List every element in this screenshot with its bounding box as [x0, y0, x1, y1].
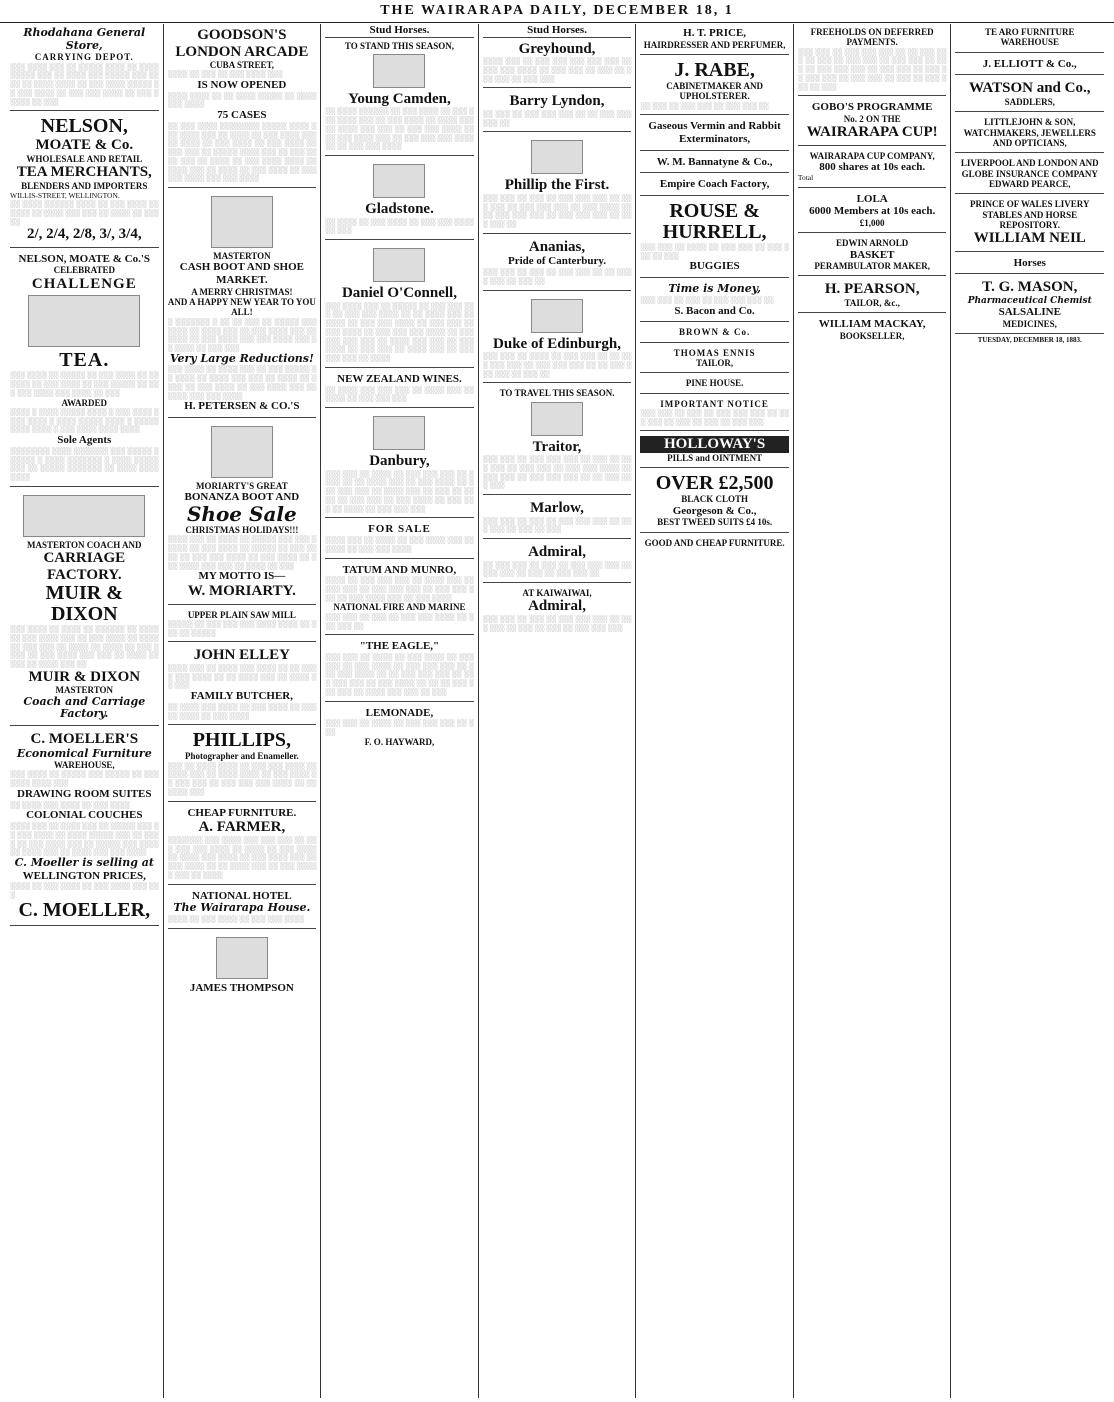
ad-butcher: FAMILY BUTCHER,: [190, 690, 293, 703]
portrait-illustration: [216, 937, 268, 979]
ad-title: H. PEARSON,: [824, 281, 920, 298]
horse-name: Duke of Edinburgh,: [493, 335, 621, 352]
ad-subtitle: NATIONAL FIRE AND MARINE: [333, 602, 466, 613]
ad-title: Gaseous Vermin and Rabbit Exterminators,: [648, 120, 781, 146]
ad-body: ░░░░ ░░ ░░░ ░░░ ░░░ ░░ ░░░░ ░░░ ░░ ░░░ ░░░ ░░ ░░░ ░░░ ░░░ ░░ ░░░ ░░░ ░░░ ░░ ░░░ ░░░░ ░░░ ░░ ░░░ ░░░░: [325, 576, 474, 602]
ad-empire-coach: [640, 175, 789, 196]
ad-body: ░░ ░░░░ ░░░░░░ ░░ ░░░ ░░░░ ░░ ░░░ ░░░ ░░░░ ░░░ ░░ ░░░ ░░░░ ░░ ░░░░ ░░░ ░░ ░░░░ ░░░ ░░░ ░░ ░░░ ░░░ ░░░░ ░░ ░░ ░░░ ░░░░ ░░░ ░░ ░░░ ░░░ ░░░ ░░░░ ░░ ░░ ░░░ ░░░ ░░░░: [325, 107, 474, 151]
tea-price-illustration: [28, 295, 140, 347]
ad-title: THOMAS ENNIS: [673, 347, 756, 358]
ad-body: ░░░░ ░░░ ░░ ░░░░ ░░ ░░░ ░░░░ ░░░ ░░ ░░░░ ░░ ░░░ ░░░ ░░░░: [325, 536, 474, 553]
ad-prices: WELLINGTON PRICES,: [22, 869, 146, 882]
ad-cup-company: [798, 148, 947, 188]
horse-name: Traitor,: [532, 438, 582, 455]
ad-line: Coach and Carriage Factory.: [23, 694, 146, 721]
ad-body: ░░ ░░░ ░░ ░░░ ░░░ ░░ ░░░ ░░░ ░░: [640, 101, 769, 110]
ad-line-2: COLONIAL COUCHES: [26, 809, 143, 822]
ad-body: ░░░ ░░░ ░░ ░░░░ ░░ ░░░ ░░░ ░░░ ░░ ░░░: [325, 719, 474, 737]
ad-title: TE ARO FURNITURE WAREHOUSE: [985, 27, 1075, 48]
ad-holloways: [640, 433, 789, 468]
ad-sale: Shoe Sale: [186, 502, 297, 527]
ad-name: LITTLEJOHN & SON,: [984, 117, 1076, 128]
ad-title: ROUSE & HURRELL,: [662, 199, 767, 243]
ad-ananias: [483, 236, 632, 291]
section-header: Stud Horses.: [325, 24, 474, 38]
ad-address: WILLIS-STREET, WELLINGTON.: [10, 191, 120, 201]
ad-admiral-1: [483, 541, 632, 583]
awarded-label: AWARDED: [61, 397, 108, 408]
ad-body: ░░░ ░░░░ ░░░ ░░ ░░░░░ ░░░░ ░░ ░░░░ ░░░░░ ░░░ ░░ ░░░░ ░░░ ░░░░░ ░░░ ░░░░ ░░ ░░░░ ░░░░ ░░ ░░░ ░░░░ ░░░░░ ░░ ░░░ ░░░░ ░░ ░░░ ░░░ ░░░░ ░░ ░░░ ░░░░░ ░░ ░░░: [10, 62, 159, 106]
column-3: [321, 24, 479, 1398]
ad-title: GOBO'S PROGRAMME: [811, 101, 933, 114]
ad-cheap-furniture: [168, 804, 317, 885]
ad-body: ░░░ ░░░ ░░ ░░░░ ░░ ░░░ ░░░ ░░ ░░░ ░░░ ░░ ░░░: [640, 242, 789, 260]
ad-head: MASTERTON: [213, 251, 271, 262]
ad-heading: TEA MERCHANTS,: [16, 164, 152, 181]
ad-title: JAMES THOMPSON: [189, 981, 294, 994]
ad-body: ░░ ░░░░ ░░ ░░░ ░░░░ ░░ ░░░ ░░░ ░░░░ ░░ ░░░: [325, 217, 474, 235]
ad-body: ░░░░ ░░ ░░░ ░░ ░░░ ░░░░ ░░░: [167, 70, 283, 79]
ad-body: ░░░░ ░░ ░░░ ░░░░ ░░ ░░░ ░░░░ ░░░ ░░░: [10, 882, 159, 900]
ad-title: NELSON, MOATE & Co.'S: [18, 252, 151, 265]
ad-title: Horses: [1013, 256, 1046, 269]
ad-marlow: [483, 497, 632, 539]
ad-the-eagle: [325, 637, 474, 701]
ad-horses: [955, 254, 1104, 275]
ad-title: EDWIN ARNOLD: [836, 238, 909, 249]
ad-body: ░░░░ ░░░ ░░ ░░░░ ░░ ░░░░░ ░░░ ░░░ ░░░░░ ░░ ░░░ ░░░░ ░░ ░░░░░ ░░ ░░░ ░░░░ ░░ ░░░ ░░░ ░░░░ ░░ ░░░ ░░░░ ░░ ░░░ ░░░░ ░░░ ░░░ ░░ ░░░░ ░░ ░░░: [167, 535, 317, 570]
ad-title: PRINCE OF WALES LIVERY STABLES AND HORSE REPOSITORY.: [970, 199, 1090, 230]
column-6: [794, 24, 952, 1398]
ad-national-hotel: [168, 887, 317, 929]
horse-illustration: [531, 402, 583, 436]
ad-body: ░░░ ░░░░ ░░░ ░░ ░░░░░ ░░ ░░░ ░░░ ░░░ ░░ ░░░ ░░░ ░░░░ ░░ ░░ ░░░░ ░░░ ░░ ░░░░ ░░ ░░░ ░░░ ░░░░ ░░ ░░░ ░░░ ░░ ░░░ ░░░░ ░░ ░░░ ░░░ ░░░ ░░░░ ░░ ░░░ ░░░ ░░░ ░░░ ░░ ░░░░ ░░░ ░░░ ░░ ░░░ ░░░░ ░░ ░░░ ░░░ ░░ ░░░░ ░░░ ░░ ░░░ ░░░ ░░░ ░░ ░░░░: [325, 301, 474, 363]
ad-te-aro: [955, 24, 1104, 53]
horse-illustration: [373, 416, 425, 450]
ad-market: MARKET.: [216, 274, 268, 287]
ad-body: ░░░ ░░░░ ░░ ░░░░ ░░░ ░░ ░░░ ░░░░░ ░░ ░░░░ ░░ ░░░░ ░░░ ░░░ ░░ ░░░░ ░░ ░░░░ ░░ ░░░ ░░░░ ░░ ░░░ ░░░░ ░░░ ░░ ░░░░ ░░░ ░░░ ░░░░: [167, 365, 317, 400]
ad-cash-boot: [168, 190, 317, 418]
ad-subtitle: BOOKSELLER,: [839, 330, 905, 341]
ad-title: PINE HOUSE.: [685, 378, 744, 389]
ad-rouse-hurrell: [640, 198, 789, 278]
ad-title: Rhodahana General Store,: [23, 26, 146, 52]
ad-body: ░░ ░░░ ░░░░ ░░░░░░░░ ░░░░░ ░░░░ ░░░ ░░░░ ░░░ ░░ ░░░░ ░░ ░░░ ░░░░ ░░░ ░░ ░░░░ ░░ ░░░ ░░░░ ░░ ░░░ ░░░░ ░░ ░░░ ░░░ ░░ ░░░░░ ░░░░ ░░░ ░░ ░░░ ░░░░ ░░░ ░░ ░░░░ ░░ ░░░ ░░░░ ░░░░ ░░ ░░░░ ░░░ ░░ ░░░░ ░░ ░░░ ░░░░ ░░ ░░░ ░░░ ░░░░ ░░░ ░░░ ░░░░: [167, 121, 317, 183]
horse-name: Marlow,: [530, 500, 584, 517]
ad-title: PHILLIPS,: [192, 729, 292, 752]
ad-title: Time is Money,: [668, 282, 761, 296]
ad-totals: £1,000: [859, 217, 885, 228]
ad-body: ░░░ ░░░░ ░░ ░░░░░ ░░░ ░░░░░ ░░ ░░░ ░░░░ ░░░░ ░░░: [10, 770, 159, 788]
ad-stock: MEDICINES,: [1002, 318, 1057, 329]
ad-body: ░░ ░░░░ ░░░ ░░░░ ░░ ░░░ ░░░░ ░░ ░░░ ░░ ░░░░ ░░ ░░░ ░░░░: [167, 702, 317, 720]
ad-firm: H. PETERSEN & CO.'S: [184, 400, 300, 413]
ad-liverpool: [955, 155, 1104, 194]
ad-title: Empire Coach Factory,: [659, 178, 770, 191]
ad-title: MASTERTON COACH AND: [27, 539, 142, 550]
ad-body: ░░░ ░░ ░░░░ ░░░░ ░░ ░░░ ░░░ ░░░░ ░░ ░░░░ ░░░ ░░ ░░░░ ░░░░ ░░ ░░░ ░░░░ ░░ ░░░ ░░░ ░░ ░░░ ░░░ ░░░ ░░░░ ░░ ░░ ░░░░ ░░░: [167, 761, 317, 796]
column-1: [6, 24, 164, 1398]
ad-danbury: [325, 410, 474, 518]
ad-lola: [798, 190, 947, 234]
ad-barry-lyndon: [483, 90, 632, 132]
horse-illustration: [531, 299, 583, 333]
ad-freeholds: [798, 24, 947, 96]
ad-tatum-munro: [325, 561, 474, 636]
ad-body: ░░░ ░░░ ░░ ░░░ ░░ ░░░ ░░░ ░░░ ░░: [640, 295, 774, 304]
ad-lemonade: [325, 704, 474, 751]
boot-illustration: [211, 426, 273, 478]
ad-body: ░░░ ░░░ ░░ ░░░ ░░░ ░░░ ░░ ░░ ░░░ ░░░ ░░ ░░░ ░░ ░░░ ░░░ ░░ ░░░ ░░░ ░░ ░░░ ░░ ░░░ ░░░ ░░░ ░░ ░░░ ░░░ ░░ ░░░ ░░ ░░░ ░░░ ░░ ░░░ ░░░ ░░ ░░░ ░░ ░░░ ░░░ ░░ ░░░: [797, 47, 947, 91]
horse-name: Daniel O'Connell,: [341, 285, 457, 302]
ad-small: BLENDERS AND IMPORTERS: [21, 180, 148, 191]
ad-littlejohn: [955, 114, 1104, 153]
ad-body: ░░░ ░░░░ ░░ ░░░░░ ░░ ░░░ ░░░░ ░░ ░░░░░░ ░░ ░░░ ░░░░ ░░ ░░░ ░░░░░ ░░ ░░░ ░░░ ░░░░ ░░░ ░░░░ ░░ ░░░: [10, 371, 159, 397]
ad-body: ░░░ ░░░ ░░ ░░░ ░░ ░░░ ░░░ ░░░ ░░ ░░░ ░░░ ░░ ░░░ ░░ ░░░ ░░ ░░░ ░░░ ░░░: [482, 614, 632, 632]
section-header: Stud Horses.: [483, 24, 632, 38]
ad-body: ░░░ ░░░ ░░ ░░░ ░░ ░░░ ░░░ ░░░░ ░░ ░░░ ░░░ ░░: [325, 612, 474, 630]
ad-subtitle: CARRYING DEPOT.: [34, 52, 134, 63]
ad-name: J. RABE,: [674, 58, 755, 81]
ad-challenge-tea: [10, 250, 159, 487]
ad-subtitle: TAILOR, &c.,: [844, 297, 900, 308]
ad-title: CASH BOOT AND SHOE: [179, 261, 304, 274]
ad-title: C. MOELLER'S: [30, 731, 139, 747]
ad-line-1: DRAWING ROOM SUITES: [17, 787, 152, 800]
ad-title: WAIRARAPA CUP COMPANY,: [809, 150, 935, 161]
ad-body: ░░░░░░░ ░░░ ░░░░ ░░░ ░░░ ░░░ ░░ ░░░ ░░░ ░░░ ░░░░ ░░ ░░░░ ░░ ░░░ ░░░░ ░░ ░░░░ ░░░ ░░░░ ░░ ░░░ ░░░░ ░░░ ░░ ░░░ ░░░░ ░░ ░░ ░░░░ ░░░ ░░ ░░░ ░░░░░ ░░░ ░░ ░░░░: [167, 835, 317, 879]
ad-subtitle: BASKET: [849, 248, 895, 261]
ad-subtitle: Pharmaceutical Chemist: [967, 295, 1092, 306]
ad-season: TO STAND THIS SEASON,: [344, 40, 454, 51]
ad-mason: [955, 276, 1104, 334]
horse-name: Danbury,: [369, 453, 430, 470]
horse-name: Phillip the First.: [504, 177, 610, 194]
ad-body: ░░░ ░░░ ░░ ░░░ ░░ ░░░ ░░░ ░░░ ░░ ░░░ ░░░ ░░ ░░░ ░░░ ░░░ ░░ ░░░ ░░░░ ░░ ░░ ░░░ ░░░ ░░░ ░░ ░░░ ░░░ ░░░ ░░ ░░░ ░░░ ░░: [482, 193, 632, 229]
ad-subtitle: Photographer and Enameller.: [184, 751, 299, 762]
ad-title: GOODSON'S: [197, 27, 287, 43]
ad-at: AT KAIWAIWAI,: [522, 588, 592, 599]
ad-season: TO TRAVEL THIS SEASON.: [499, 388, 615, 399]
ad-exterminators: [640, 117, 789, 150]
ad-prices: 2/, 2/4, 2/8, 3/, 3/4,: [26, 226, 142, 243]
ad-body: ░░░░ ░░░ ░░ ░░░░ ░░░ ░░ ░░░░░ ░░░ ░░ ░░░ ░░░░ ░░ ░░░░ ░░░░░ ░░░ ░░ ░░░░ ░░ ░░░ ░░░░ ░░░ ░░ ░░░░░ ░░░ ░░░░ ░░ ░░░░ ░░░ ░░ ░░░░ ░░░ ░░░ ░░░░: [10, 822, 159, 857]
ad-body: ░░░ ░░░ ░░ ░░░ ░░ ░░░ ░░░ ░░░ ░░ ░░░ ░░░ ░░ ░░░ ░░ ░░░ ░░ ░░░ ░░░: [640, 408, 789, 426]
ad-daniel-oconnell: [325, 242, 474, 368]
ad-name: W. MORIARTY.: [187, 583, 296, 600]
column-2: [164, 24, 322, 1398]
ad-phillips: [168, 727, 317, 801]
column-4: [479, 24, 637, 1398]
horse-illustration: [373, 248, 425, 282]
ad-prince-of-wales: [955, 196, 1104, 252]
ad-ware: WAREHOUSE,: [53, 760, 115, 771]
ad-general-store: [10, 24, 159, 111]
ad-rabe: [640, 57, 789, 115]
footer-date: TUESDAY, DECEMBER 18, 1883.: [977, 336, 1082, 345]
ad-body: ░░ ░░░░ ░░░░░░ ░░░░ ░░ ░░░ ░░░░ ░░ ░░░░ ░░ ░░░░ ░░░ ░░░ ░░ ░░░░ ░░ ░░░░░: [10, 200, 159, 226]
ad-moriarty: [168, 420, 317, 604]
ad-title: LOLA: [856, 192, 888, 205]
ad-subtitle: No. 2 ON THE: [843, 114, 901, 125]
ad-title: TATUM AND MUNRO,: [342, 563, 457, 576]
ad-ny: AND A HAPPY NEW YEAR TO YOU ALL!: [167, 297, 316, 318]
ad-street: CUBA STREET,: [209, 60, 275, 70]
ad-body: ░░░░ ░░░░ ░░ ░░ ░░░░ ░░░░░ ░░ ░░░░ ░░░ ░░░░: [167, 91, 317, 109]
ad-town: MASTERTON: [55, 685, 114, 696]
ad-gladstone: [325, 158, 474, 240]
ad-title: MORIARTY'S GREAT: [195, 481, 288, 492]
ad-title: WILLIAM MACKAY,: [818, 318, 926, 331]
horse-illustration: [373, 164, 425, 198]
ad-watson: [955, 77, 1104, 112]
ad-cup: WAIRARAPA CUP!: [806, 124, 938, 141]
ad-name: WILLIAM NEIL: [973, 230, 1086, 247]
ad-moeller: [10, 728, 159, 926]
ad-body: ░░░ ░░░ ░░ ░░░░ ░░ ░░░ ░░░ ░░░ ░░ ░░░░ ░░ ░░ ░░░░ ░░░ ░░ ░░░ ░░░░ ░░ ░░░ ░░░ ░░░ ░░ ░░░░ ░░░ ░░ ░░░ ░░ ░░░░ ░░ ░░░ ░░░ ░░ ░░░ ░░░░ ░░ ░░░ ░░░ ░░ ░░░░ ░░ ░░░ ░░░ ░░░: [325, 469, 474, 513]
ad-subtitle: The Wairarapa House.: [173, 901, 311, 915]
total-row: [798, 174, 947, 183]
ad-nelson-moate: [10, 113, 159, 247]
ad-name: W. M. Bannatyne & Co.,: [656, 155, 773, 168]
horse-name: Gladstone.: [365, 201, 434, 218]
ad-hol: CHRISTMAS HOLIDAYS!!!: [185, 525, 299, 536]
ad-carriage-factory: [10, 489, 159, 726]
ad-firm-repeat: MUIR & DIXON: [28, 668, 141, 685]
ad-mackay: [798, 315, 947, 345]
total-label: Total: [797, 172, 814, 182]
ad-james-thompson: [168, 931, 317, 999]
horse-illustration: [531, 140, 583, 174]
ad-thomas-ennis: [640, 345, 789, 374]
ad-name: A. FARMER,: [198, 819, 286, 836]
ad-subtitle: Economical Furniture: [16, 746, 152, 760]
ad-body: ░░░ ░░░ ░░ ░░░ ░░░ ░░░ ░░ ░░░ ░░ ░░░ ░░░ ░░ ░░░ ░░░ ░░ ░░░ ░░░ ░░░░ ░░ ░░░ ░░░ ░░ ░░░ ░░░ ░░░ ░░ ░░ ░░░ ░░░ ░░░: [482, 455, 632, 490]
ad-georgeson: [640, 470, 789, 532]
ad-title: CHEAP FURNITURE.: [187, 806, 297, 819]
ad-name: WATSON and Co.,: [969, 80, 1091, 97]
ad-line: WHOLESALE AND RETAIL: [26, 153, 143, 164]
ad-body: ░░ ░░░░ ░░░ ░░░ ░░░ ░░ ░░░░ ░░░ ░░ ░░░░ ░░ ░░░ ░░░ ░░░: [325, 385, 474, 403]
column-7: [951, 24, 1108, 1398]
ad-body: ░░ ░░░░ ░░░ ░░░░ ░░ ░░░ ░░░░: [10, 800, 130, 809]
masthead: THE WAIRARAPA DAILY, DECEMBER 18, 1: [0, 0, 1114, 23]
ad-body: ░░░ ░░░ ░░ ░░░ ░░ ░░░ ░░░ ░░░ ░░ ░░░ ░░░ ░░ ░░░ ░░ ░░░: [482, 516, 632, 534]
ad-traitor: [483, 385, 632, 495]
ad-title: HOLLOWAY'S: [640, 436, 789, 453]
ad-pearson: [798, 278, 947, 313]
ad-heading: BONANZA BOOT AND: [184, 491, 300, 504]
ad-title: FOR SALE: [368, 523, 431, 536]
ad-subtitle: TAILOR,: [696, 357, 734, 368]
ad-subtitle: PILLS and OINTMENT: [667, 452, 763, 463]
ad-name: H. T. PRICE,: [683, 27, 747, 39]
ad-admiral-2: [483, 585, 632, 636]
ad-body: ░░░ ░░░ ░░ ░░░░ ░░ ░░░ ░░░░ ░░ ░░░ ░░░ ░░ ░░░ ░░░░ ░░ ░░░ ░░░ ░░░ ░░ ░░░ ░░░ ░░░░ ░░ ░░ ░░░ ░░░ ░░░ ░░ ░░░ ░░░ ░░░ ░░ ░░░ ░░░░ ░░ ░░ ░░ ░░░ ░░░ ░░░ ░░ ░░░░ ░░░ ░░░ ░░ ░░░: [325, 652, 474, 696]
ad-title: GOOD AND CHEAP FURNITURE.: [644, 537, 785, 548]
ad-gobo: [798, 98, 947, 145]
horse-name: Ananias,: [528, 238, 586, 255]
ad-for-sale: [325, 520, 474, 558]
horse-name: Admiral,: [528, 598, 586, 615]
horse-name: Barry Lyndon,: [509, 93, 605, 110]
column-5: [636, 24, 794, 1398]
ad-goodsons: [168, 24, 317, 188]
ad-reduce: Very Large Reductions!: [169, 351, 314, 365]
ad-end: C. MOELLER,: [18, 898, 151, 921]
ad-title: UPPER PLAIN SAW MILL: [187, 609, 296, 620]
ad-nz-wines: [325, 370, 474, 408]
ad-cases: 75 CASES: [217, 109, 267, 122]
ad-subtitle: LONDON ARCADE: [175, 43, 309, 60]
ad-name: F. O. HAYWARD,: [364, 736, 435, 747]
ad-duke-of-edinburgh: [483, 293, 632, 384]
ad-title: LEMONADE,: [365, 706, 434, 719]
ad-saw-mill: [168, 607, 317, 643]
ad-maker: PERAMBULATOR MAKER,: [814, 261, 931, 272]
ad-body: ░░ ░░░ ░░░ ░░ ░░░ ░░ ░░░ ░░░ ░░░ ░░ ░░░ ░░░ ░░ ░░░ ░░ ░░░ ░░░ ░░: [482, 560, 632, 578]
ad-heading: CARRIAGE FACTORY.: [43, 550, 126, 583]
ad-young-camden: [325, 38, 474, 157]
ad-bannatyne: [640, 153, 789, 174]
ad-good-cheap: [640, 535, 789, 552]
ad-tea: TEA.: [59, 349, 110, 372]
ad-subtitle: PAYMENTS.: [846, 37, 898, 48]
ad-list: ░░░░░░░░ ░░░░ ░░░░░░░ ░░░ ░░░░░ ░░░░░░ ░ ░░░░ ░░░░░░░ ░ ░░░░ ░░░░░░░░ ░░ ░░░░░ ░░░░░░░ ░░ ░░░░ ░░░░ ░░░░: [10, 446, 159, 482]
ad-body: ░░ ░░░ ░░ ░░░ ░░░ ░░░ ░░ ░░ ░░░ ░░░ ░░░ ░░: [482, 109, 632, 127]
ad-price-hairdresser: [640, 24, 789, 55]
horse-name: Young Camden,: [348, 90, 451, 107]
ad-heading: CHALLENGE: [31, 275, 137, 292]
ad-body: ░░░ ░░░ ░░ ░░░░ ░░ ░░░ ░░░ ░░ ░░ ░░░ ░░░ ░░░ ░░ ░░░ ░░░ ░░░ ░░ ░░ ░░░ ░░░ ░░░ ░░ ░░░ ░░: [482, 352, 632, 378]
ad-elliott: [955, 55, 1104, 76]
ad-title: NATIONAL HOTEL: [191, 889, 292, 902]
ad-subtitle: CABINETMAKER AND UPHOLSTERER.: [666, 80, 763, 102]
ad-subtitle: MOATE & Co.: [35, 137, 134, 154]
horse-illustration: [373, 54, 425, 88]
ad-firm: MUIR & DIXON: [45, 582, 123, 626]
ad-title: NEW ZEALAND WINES.: [337, 372, 462, 385]
ad-list: ░░░░ ░ ░░░░ ░░░░░ ░░░░ ░ ░░░ ░░░░ ░░░░ ░░░░ ░ ░░░░ ░░░░░ ░░░░ ░ ░░░░░ ░░░░ ░░░░ ░ ░░░ ░░░░ ░░░░ ░░░░: [10, 407, 159, 434]
ad-name: S. Bacon and Co.: [674, 304, 755, 317]
ad-body: ░░░░ ░░ ░░░ ░░░░ ░░ ░░░ ░░░ ░░░░: [167, 914, 304, 923]
horse-name: Greyhound,: [518, 40, 596, 57]
ad-title: IMPORTANT NOTICE: [660, 398, 769, 409]
ad-time-is-money: [640, 280, 789, 322]
ad-important-notice: [640, 396, 789, 432]
ad-pine-house: [640, 375, 789, 393]
ad-subtitle: WATCHMAKERS, JEWELLERS AND OPTICIANS,: [963, 127, 1096, 148]
ad-xmas: A MERRY CHRISTMAS!: [191, 286, 293, 297]
ad-title: LIVERPOOL AND LONDON AND GLOBE INSURANCE COMPANY: [960, 158, 1099, 179]
ad-title: "THE EAGLE,": [359, 640, 440, 653]
ad-body: ░ ░░░░░░░ ░ ░░ ░░ ░░░ ░░ ░░░░░ ░░░ ░░░░ ░░ ░░░░ ░░░ ░░ ░░░ ░░░░ ░░░ ░░ ░░░░ ░░ ░░░ ░░░░ ░░░ ░░░ ░░░░ ░░░ ░░ ░░░░ ░░ ░░░ ░░░: [167, 317, 317, 353]
ad-body: ░░░░ ░░░ ░░ ░░░ ░░░ ░░░ ░░░ ░░░ ░░ ░░░ ░░░ ░░░░ ░░ ░░░ ░░░ ░░ ░░░ ░░ ░░░ ░░░ ░░ ░░░ ░░░: [482, 57, 632, 83]
ad-body: ░░░░░ ░░ ░░░ ░░░ ░░░ ░░░░ ░░░░ ░░ ░░░ ░░ ░░░░░: [167, 619, 317, 637]
ad-greyhound: [483, 38, 632, 89]
ad-subtitle: CELEBRATED: [53, 265, 115, 276]
ad-line: SALSALINE: [998, 306, 1061, 319]
ad-subtitle: BUGGIES: [689, 260, 740, 273]
ad-title: NELSON,: [40, 115, 128, 138]
ad-john-elley: [168, 644, 317, 725]
ad-body: ░░░ ░░░░ ░░ ░░░░ ░░ ░░░░░░ ░░ ░░░░ ░░ ░░░ ░░░░ ░░░ ░░ ░░░ ░░░░ ░░ ░░░░ ░░ ░░░ ░░░ ░░ ░░░░ ░░ ░░░░ ░░ ░░░ ░░░░ ░░ ░░░ ░░░░ ░░░ ░░░ ░░ ░░░░ ░░ ░░░ ░░ ░░░░ ░░░ ░░: [10, 625, 159, 669]
ad-brown: [640, 324, 789, 342]
ad-phillip-the-first: [483, 134, 632, 234]
ad-suits: BEST TWEED SUITS £4 10s.: [657, 517, 773, 528]
horse-sire: Pride of Canterbury.: [507, 255, 607, 268]
ad-subtitle: HAIRDRESSER AND PERFUMER,: [643, 39, 786, 50]
ad-subtitle: SADDLERS,: [1004, 96, 1055, 107]
horse-name: Admiral,: [528, 544, 586, 561]
ad-edwin-arnold: [798, 235, 947, 276]
ad-name: Georgeson & Co.,: [672, 504, 757, 517]
ad-body: ░░░░ ░░░ ░░ ░░░░ ░░░ ░░░░ ░░ ░░ ░░░░ ░░░ ░░░░ ░░ ░░ ░░░░ ░░░ ░░ ░░░░ ░░ ░░░: [167, 663, 317, 690]
sole-agents-label: Sole Agents: [57, 434, 112, 447]
ad-name: J. ELLIOTT & Co.,: [982, 57, 1077, 70]
ad-title: JOHN ELLEY: [193, 647, 290, 664]
ad-name: T. G. MASON,: [982, 279, 1078, 296]
columns: [6, 24, 1108, 1398]
ad-members: 800 shares at 10s each.: [819, 161, 926, 174]
ad-members: 6000 Members at 10s each.: [809, 205, 936, 218]
ad-title: FREEHOLDS ON DEFERRED: [810, 27, 934, 37]
ad-sell: C. Moeller is selling at: [14, 856, 154, 870]
carriage-illustration: [23, 495, 145, 537]
boot-illustration: [211, 196, 273, 248]
ad-subtitle: BLACK CLOTH: [681, 494, 748, 505]
ad-title: OVER £2,500: [655, 472, 774, 495]
ad-open: IS NOW OPENED: [197, 79, 287, 92]
ad-motto: MY MOTTO IS—: [198, 570, 286, 583]
ad-name: EDWARD PEARCE,: [989, 178, 1071, 189]
ad-title: BROWN & Co.: [678, 327, 751, 338]
ad-body: ░░░ ░░░ ░░ ░░░ ░░ ░░░ ░░░ ░░ ░░ ░░░░ ░░░ ░░ ░░░ ░░: [482, 268, 632, 285]
